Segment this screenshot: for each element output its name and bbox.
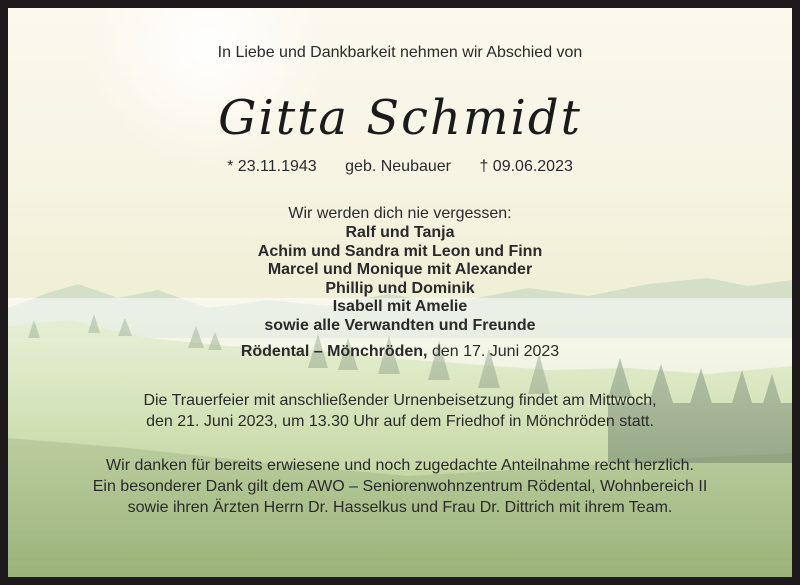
birth-date: * 23.11.1943 bbox=[227, 158, 317, 175]
service-line: den 21. Juni 2023, um 13.30 Uhr auf dem Friedhof in Mönchröden statt. bbox=[146, 413, 654, 430]
mourner-line: Isabell mit Amelie bbox=[332, 298, 468, 316]
notice-date: den 17. Juni 2023 bbox=[427, 343, 560, 360]
mourner-line: Phillip und Dominik bbox=[325, 279, 475, 297]
maiden-name: geb. Neubauer bbox=[345, 158, 451, 175]
mourner-line: Marcel und Monique mit Alexander bbox=[267, 261, 533, 279]
mourners-intro: Wir werden dich nie vergessen: bbox=[288, 205, 512, 222]
death-date: † 09.06.2023 bbox=[479, 158, 573, 175]
thanks-line: Wir danken für bereits erwiesene und noch zugedachte Anteilnahme recht herzlich. bbox=[106, 457, 694, 474]
place-and-date bbox=[8, 343, 792, 361]
mourners-list bbox=[8, 224, 792, 336]
deceased-name: Gitta Schmidt bbox=[218, 90, 582, 146]
intro-line: In Liebe und Dankbarkeit nehmen wir Abschied von bbox=[217, 44, 583, 61]
mourner-line: Ralf und Tanja bbox=[345, 224, 455, 241]
life-dates bbox=[8, 158, 792, 176]
thanks-paragraph bbox=[8, 455, 792, 518]
text-haze bbox=[8, 298, 792, 577]
place-name: Rödental – Mönchröden, bbox=[240, 343, 428, 360]
mourner-line: sowie alle Verwandten und Freunde bbox=[264, 316, 536, 334]
thanks-line: sowie ihren Ärzten Herrn Dr. Hasselkus und Frau Dr. Dittrich mit ihrem Team. bbox=[127, 499, 673, 516]
thanks-line: Ein besonderer Dank gilt dem AWO – Seniorenwohnzentrum Rödental, Wohnbereich II bbox=[92, 478, 708, 495]
service-line: Die Trauerfeier mit anschließender Urnenbeisetzung findet am Mittwoch, bbox=[143, 392, 657, 409]
mourner-line: Achim und Sandra mit Leon und Finn bbox=[257, 242, 543, 260]
funeral-service-info bbox=[8, 390, 792, 432]
